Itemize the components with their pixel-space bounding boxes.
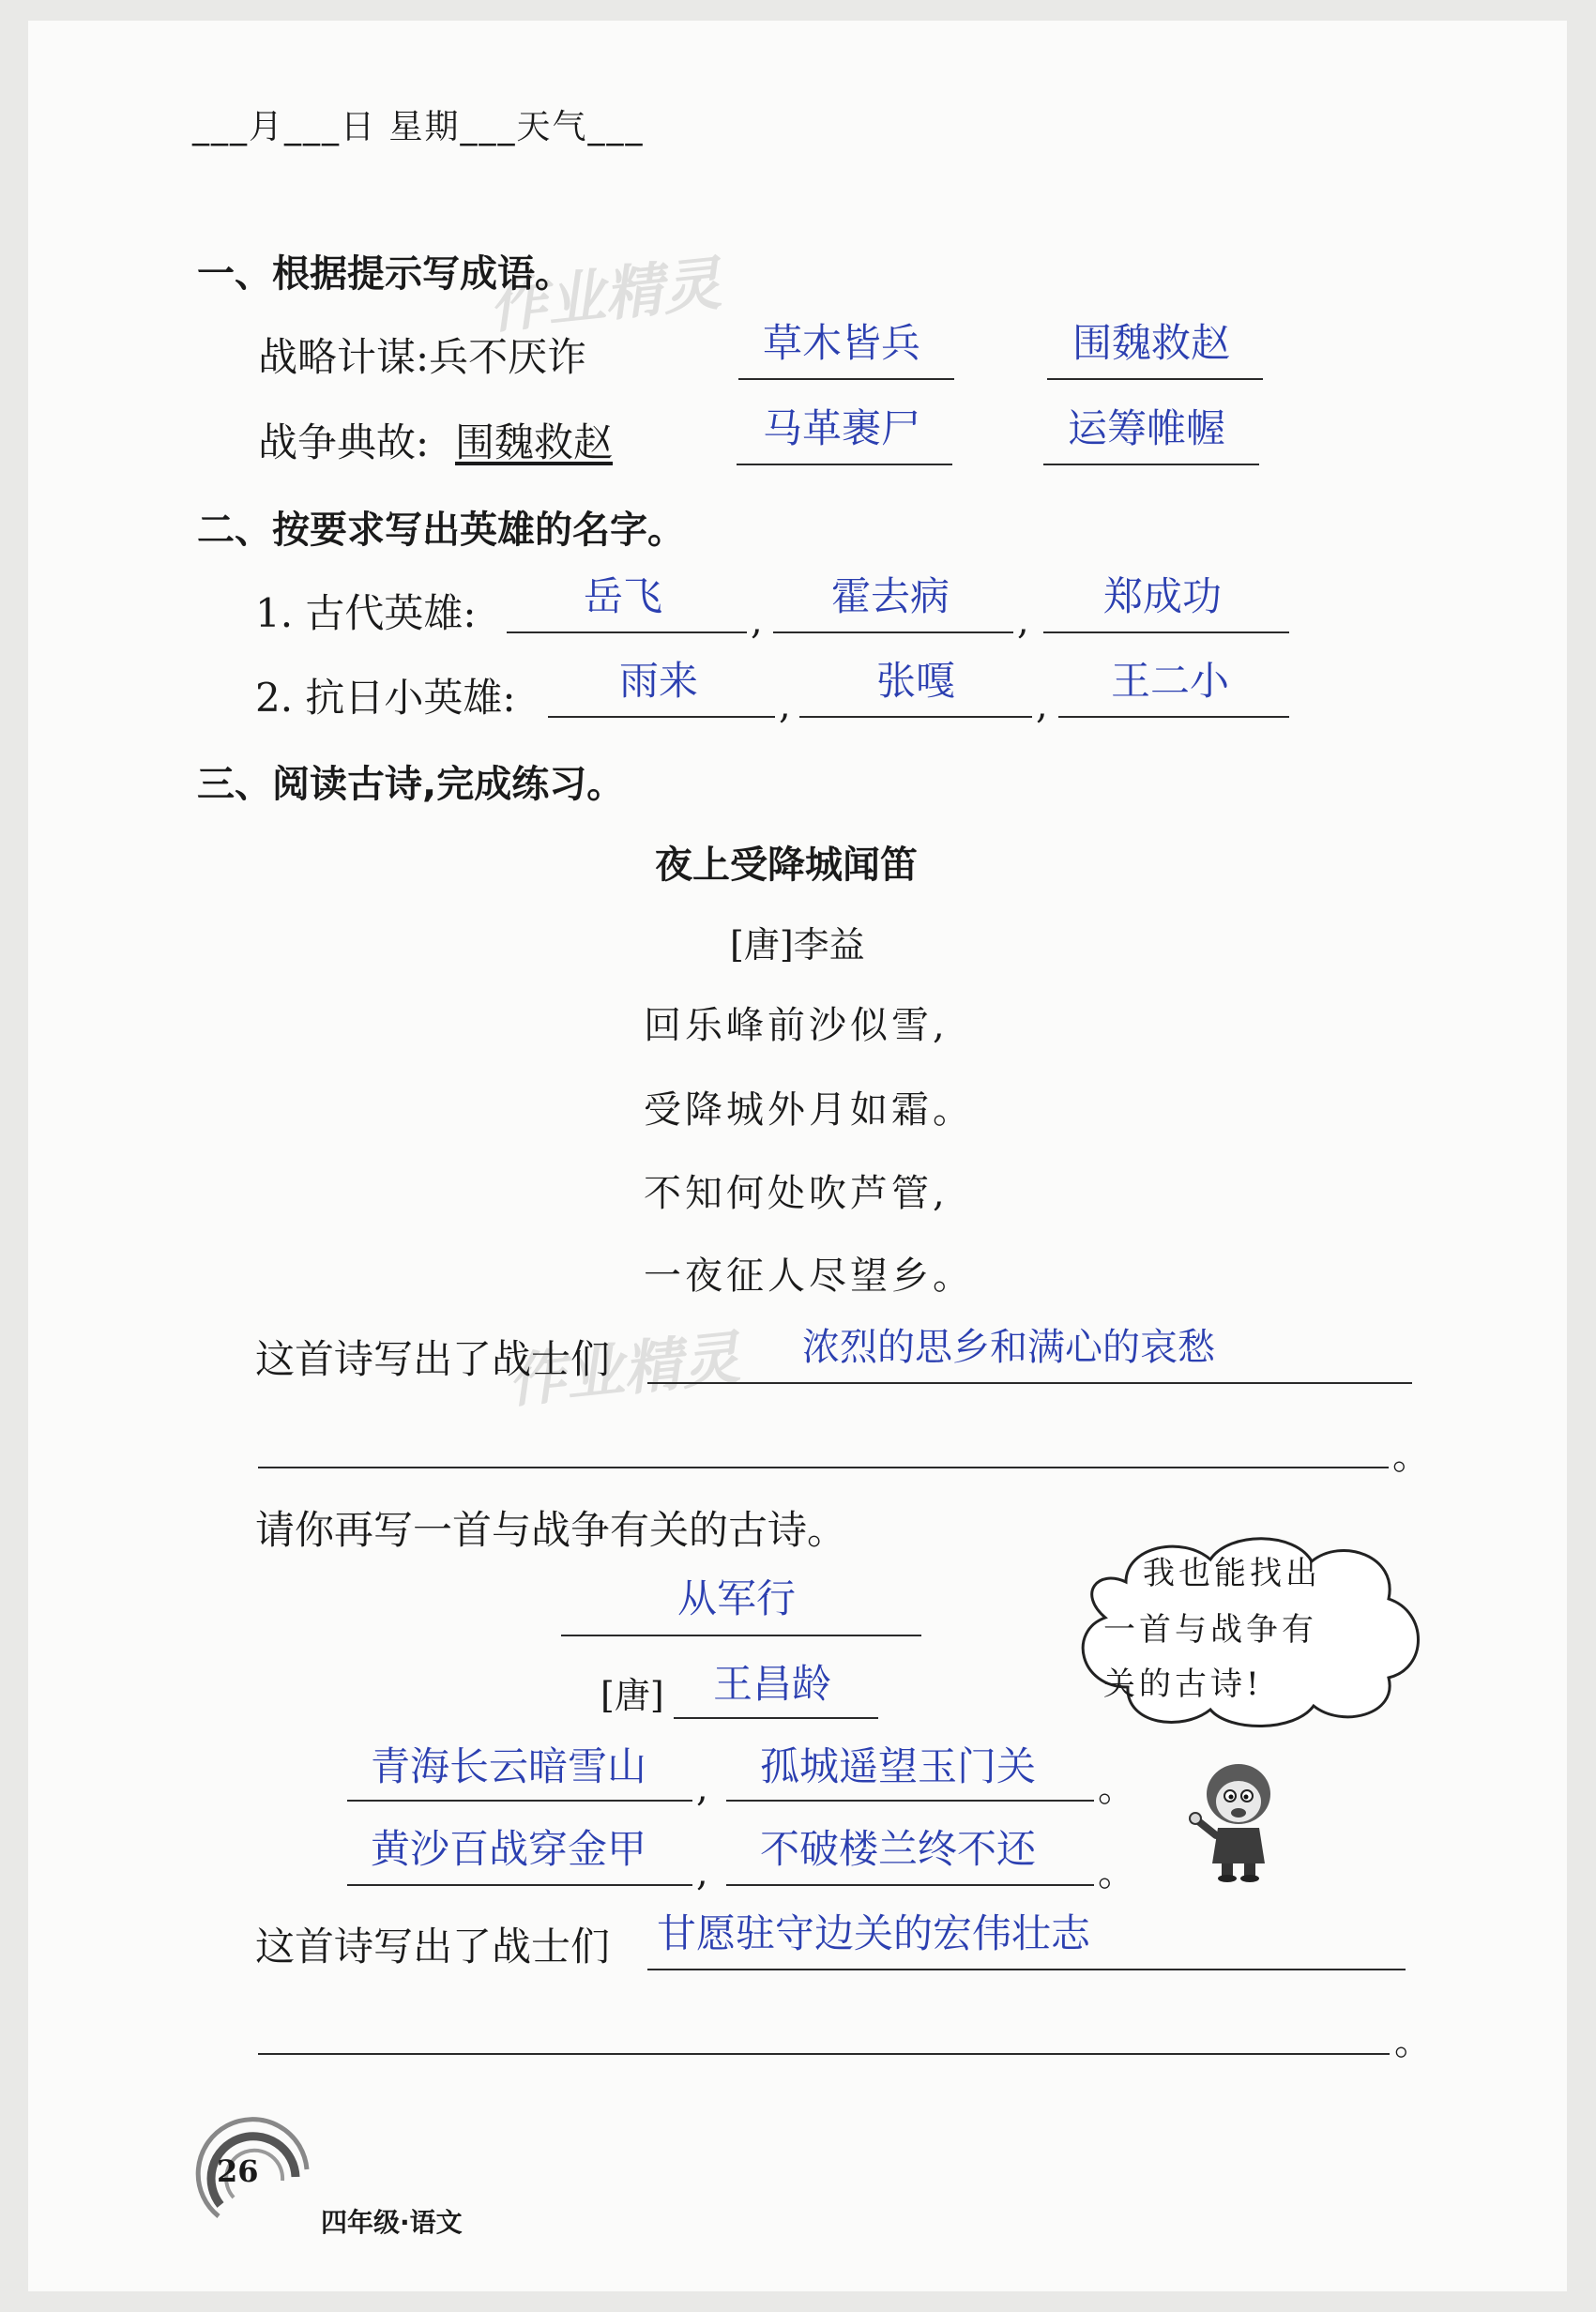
idiom-row2-label: 战争典故: [258,419,430,465]
answer-line [1043,464,1259,465]
poem2-line-answer: 不破楼兰终不还 [760,1826,1037,1872]
comma: , [779,684,791,727]
question3-answer: 甘愿驻守边关的宏伟壮志 [657,1910,1091,1956]
answer-line [647,1969,1406,1970]
period: 。 [1098,1851,1135,1894]
answer-line [347,1884,692,1886]
section1-title: 一、根据提示写成语。 [197,252,572,296]
cartoon-monkey-icon [1184,1751,1287,1882]
poem-line: 受降城外月如霜。 [644,1088,974,1132]
poem-line: 不知何处吹芦管, [644,1172,949,1215]
answer-line [347,1800,692,1802]
idiom-row2-underlined: 围魏救赵 [455,419,614,465]
section3-title: 三、阅读古诗,完成练习。 [197,763,625,806]
comma: , [751,600,763,643]
idiom-answer: 马革裹尸 [763,405,921,451]
date-line: ___月___日 星期___天气___ [192,108,645,146]
period: 。 [1098,1767,1135,1810]
page-number-badge [192,2111,314,2233]
footer-subject: 四年级·语文 [321,2207,463,2238]
poem2-dynasty: [唐] [600,1675,664,1716]
answer-line [799,716,1032,718]
idiom-answer: 围魏救赵 [1072,320,1231,366]
comma: , [696,1851,708,1894]
bubble-text: 一首与战争有 [1103,1611,1317,1649]
bubble-text: 关的古诗! [1103,1666,1263,1703]
answer-line [737,464,952,465]
answer-line [726,1800,1094,1802]
poem-line: 回乐峰前沙似雪, [644,1004,949,1047]
idiom-answer: 草木皆兵 [763,320,921,366]
answer-line [1058,716,1289,718]
period: 。 [1392,1435,1430,1478]
poem-title: 夜上受降城闻笛 [655,844,918,887]
question2-prompt: 请你再写一首与战争有关的古诗。 [255,1507,847,1553]
question3-prefix: 这首诗写出了战士们 [255,1924,611,1970]
hero-answer: 郑成功 [1103,573,1223,619]
question1-answer: 浓烈的思乡和满心的哀愁 [802,1326,1215,1369]
period: 。 [1394,2020,1432,2063]
answer-line [258,1467,1389,1468]
answer-line [647,1382,1412,1384]
comma: , [1017,600,1029,643]
poem2-line-answer: 孤城遥望玉门关 [760,1743,1037,1789]
poem2-title-answer: 从军行 [677,1575,797,1621]
watermark: 作业精灵 [504,1323,743,1416]
question1-prefix: 这首诗写出了战士们 [255,1336,611,1382]
heroes-row2-label: 2. 抗日小英雄: [255,675,516,721]
hero-answer: 雨来 [619,658,699,704]
answer-line [561,1635,921,1636]
idiom-row1-label: 战略计谋:兵不厌诈 [258,334,587,380]
idiom-answer: 运筹帷幄 [1068,405,1226,451]
answer-line [258,2053,1390,2055]
heroes-row1-label: 1. 古代英雄: [255,590,477,636]
hero-answer: 张嘎 [876,658,956,704]
mascot-illustration [1184,1751,1287,1882]
poem2-line-answer: 黄沙百战穿金甲 [371,1826,647,1872]
poem-line: 一夜征人尽望乡。 [644,1255,974,1298]
section2-title: 二、按要求写出英雄的名字。 [197,509,685,552]
poem2-author-answer: 王昌龄 [713,1661,832,1707]
answer-line [1043,631,1289,633]
comma: , [696,1767,708,1810]
answer-line [738,378,954,380]
poem-author: [唐]李益 [730,924,865,966]
answer-line [507,631,747,633]
hero-answer: 岳飞 [584,573,663,619]
answer-line [548,716,775,718]
hero-answer: 王二小 [1111,658,1230,704]
page-number: 26 [217,2153,259,2189]
speech-bubble [1060,1528,1424,1732]
comma: , [1036,684,1048,727]
poem2-line-answer: 青海长云暗雪山 [371,1743,647,1789]
watermark: 作业精灵 [485,249,724,342]
answer-line [1047,378,1263,380]
answer-line [773,631,1013,633]
answer-line [674,1717,878,1719]
bubble-text: 我也能找出 [1143,1555,1321,1592]
answer-line [726,1884,1094,1886]
hero-answer: 霍去病 [831,573,950,619]
